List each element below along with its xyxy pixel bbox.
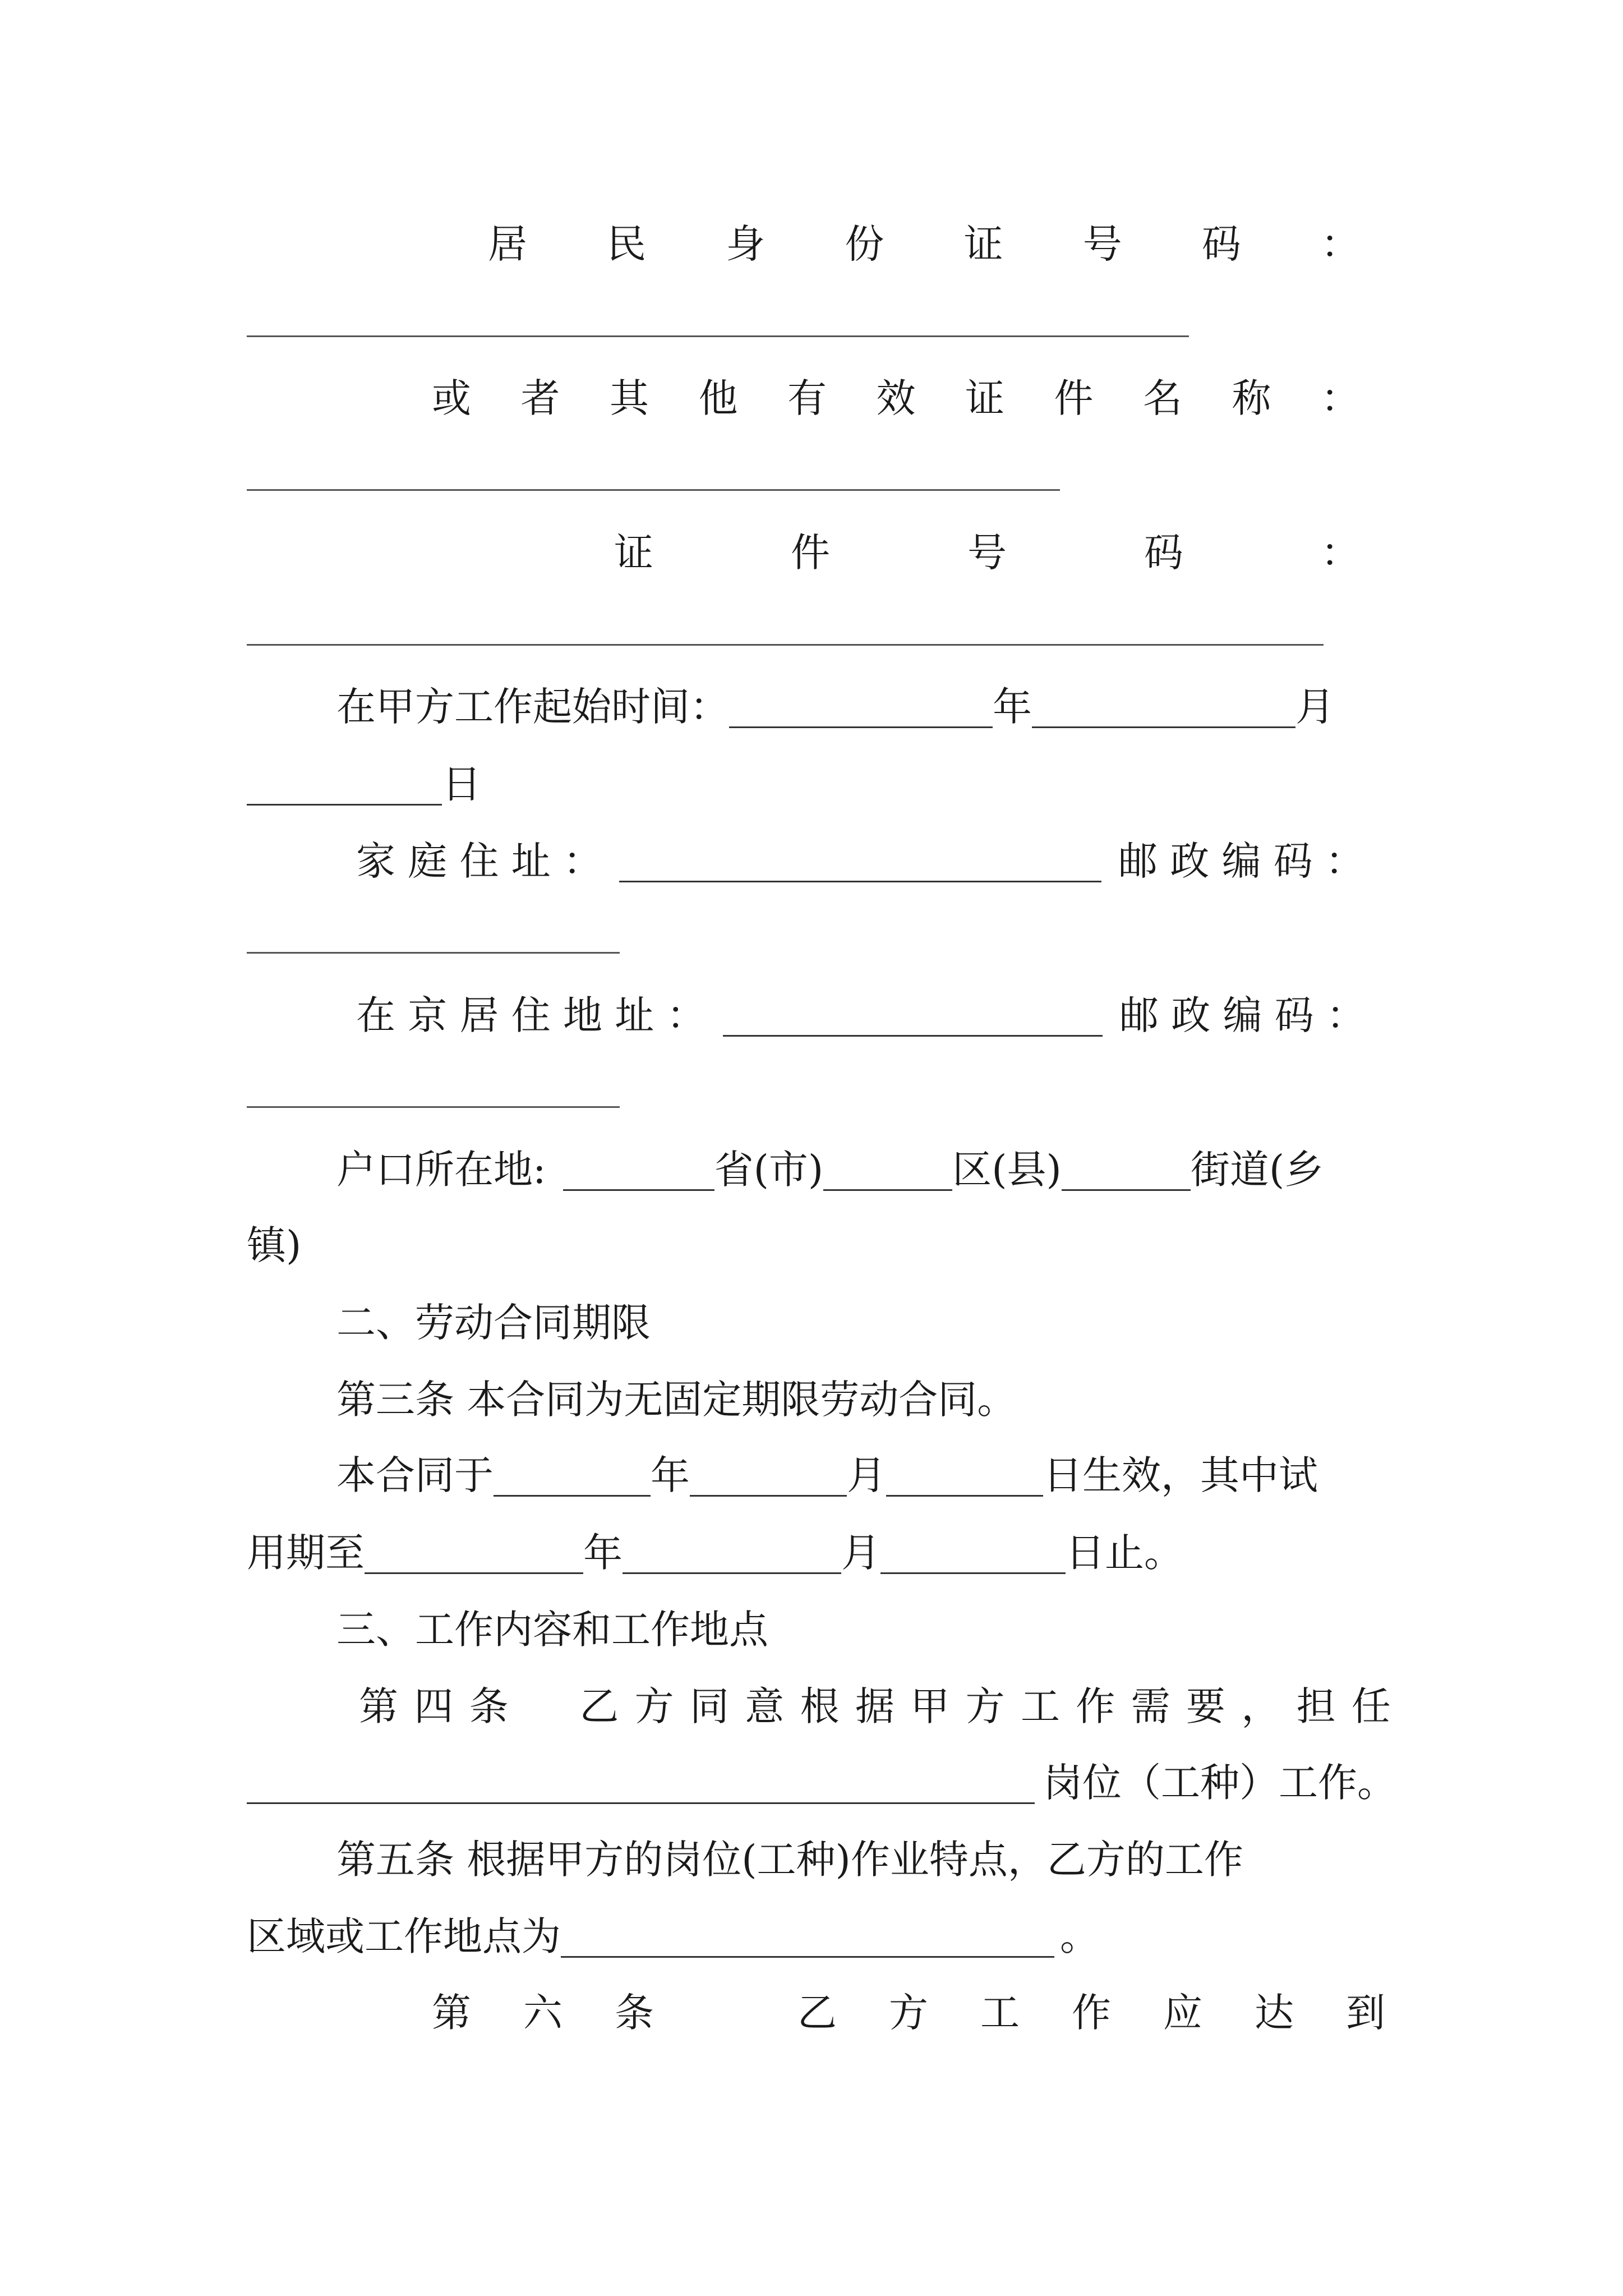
other-doc-label-chars-char: 件 (1054, 375, 1094, 421)
article6-chars-char: 应 (1163, 1990, 1202, 2036)
article-5-line-2 (247, 1908, 1385, 1964)
id-label-chars-char: 号 (1082, 221, 1122, 267)
other-doc-label-chars-char: 或 (432, 375, 471, 421)
document-number-label (614, 524, 1360, 581)
home-address-line (356, 833, 1366, 889)
effective-year-blank[interactable] (494, 1455, 651, 1497)
home-postcode-blank[interactable] (247, 952, 620, 954)
article6-chars-char: 作 (1072, 1990, 1111, 2036)
article4-chars-char: 方 (634, 1683, 674, 1729)
other-doc-label-chars-char: 他 (698, 375, 738, 421)
article4-chars-char: ， (1241, 1683, 1281, 1729)
other-doc-label-chars-char: 其 (610, 375, 649, 421)
article4-chars-char: 四 (414, 1683, 454, 1729)
article4-chars-char: 作 (1076, 1683, 1115, 1729)
doc-number-label-chars-char: 证 (614, 530, 653, 576)
other-doc-label-chars-char: 者 (520, 375, 560, 421)
probation-month-label: 月 (841, 1530, 880, 1576)
effective-date-line (336, 1447, 1391, 1503)
article6-chars-char: 方 (889, 1990, 928, 2036)
hukou-town-line: 镇) (247, 1222, 302, 1268)
street-blank[interactable] (1062, 1149, 1191, 1191)
article-6-line-1 (432, 1985, 1385, 2041)
start-day-line (247, 756, 1385, 812)
street-label: 街道(乡 (1190, 1147, 1324, 1193)
doc-number-label-chars-char: ： (1321, 530, 1360, 576)
id-label-chars-char: 份 (845, 221, 884, 267)
article6-chars-char: 到 (1346, 1990, 1385, 2036)
beijing-address-label: 在 京 居 住 地 址 ： (356, 992, 706, 1038)
article-5-line-1: 第五条 根据甲方的岗位(工种)作业特点，乙方的工作 (336, 1837, 1243, 1883)
article6-chars-char: 乙 (797, 1990, 837, 2036)
other-doc-label-chars-char: 有 (787, 375, 827, 421)
effective-day-blank[interactable] (886, 1455, 1043, 1497)
other-document-name-label (432, 370, 1360, 426)
effective-suffix: 日生效，其中试 (1043, 1452, 1318, 1498)
article4-chars-char: 要 (1186, 1683, 1225, 1729)
start-time-label: 在甲方工作起始时间： (336, 684, 729, 730)
article-3: 第三条 本合同为无固定期限劳动合同。 (336, 1377, 1017, 1423)
province-blank[interactable] (563, 1149, 714, 1191)
id-label-chars-char: 身 (726, 221, 766, 267)
probation-suffix: 日止。 (1066, 1530, 1183, 1576)
beijing-postcode-blank[interactable] (247, 1106, 620, 1108)
beijing-postcode-label: 邮 政 编 码 ： (1119, 992, 1366, 1038)
other-doc-label-chars-char: 效 (876, 375, 916, 421)
id-label-chars-char: 证 (963, 221, 1003, 267)
start-time-line (336, 679, 1391, 735)
id-label-chars-char: 居 (488, 221, 527, 267)
article4-chars-char: 第 (359, 1683, 398, 1729)
doc-number-label-chars-char: 件 (791, 530, 830, 576)
probation-year-label: 年 (583, 1530, 623, 1576)
work-location-blank[interactable] (561, 1916, 1054, 1958)
beijing-address-line (356, 987, 1366, 1043)
id-label-chars-char: 码 (1201, 221, 1241, 267)
district-blank[interactable] (823, 1149, 952, 1191)
effective-year-label: 年 (651, 1452, 690, 1498)
hukou-line (336, 1142, 1391, 1198)
effective-month-label: 月 (847, 1452, 886, 1498)
article4-chars-char: 根 (800, 1683, 840, 1729)
home-address-blank[interactable] (619, 840, 1101, 882)
article4-chars-char: 乙 (579, 1683, 619, 1729)
start-year-label: 年 (993, 684, 1032, 730)
article-4-tail: 岗位（工种）工作。 (1043, 1760, 1396, 1806)
article6-chars-char: 条 (615, 1990, 654, 2036)
article4-chars-char: 方 (965, 1683, 1005, 1729)
probation-month-blank[interactable] (623, 1532, 841, 1574)
other-document-name-blank[interactable] (247, 489, 1060, 491)
province-label: 省(市) (714, 1147, 824, 1193)
start-day-blank[interactable] (247, 763, 442, 806)
section-3-title: 三、工作内容和工作地点 (336, 1607, 768, 1653)
doc-number-label-chars-char: 号 (967, 530, 1007, 576)
article-5-period: 。 (1060, 1913, 1099, 1959)
article4-chars-char: 工 (1020, 1683, 1060, 1729)
article4-chars-char: 任 (1351, 1683, 1391, 1729)
start-day-label: 日 (442, 761, 481, 807)
id-label-chars-char: ： (1320, 221, 1360, 267)
id-number-label (488, 216, 1360, 272)
document-number-blank[interactable] (247, 644, 1324, 646)
probation-year-blank[interactable] (365, 1532, 583, 1574)
article4-chars-char: 条 (469, 1683, 509, 1729)
probation-day-blank[interactable] (880, 1532, 1066, 1574)
article-4-line-1 (359, 1678, 1391, 1734)
id-label-chars-char: 民 (607, 221, 647, 267)
article4-chars-char: 甲 (910, 1683, 950, 1729)
probation-line (247, 1525, 1385, 1581)
other-doc-label-chars-char: 证 (965, 375, 1004, 421)
home-address-label: 家 庭 住 址 ： (356, 838, 603, 884)
article-4-line-2 (247, 1755, 1419, 1811)
hukou-label: 户口所在地: (336, 1147, 546, 1193)
article4-chars-char: 需 (1131, 1683, 1170, 1729)
position-blank[interactable] (247, 1762, 1035, 1804)
article4-chars-char: 同 (689, 1683, 729, 1729)
article6-chars-char: 六 (523, 1990, 562, 2036)
article4-chars-char: 担 (1296, 1683, 1336, 1729)
doc-number-label-chars-char: 码 (1144, 530, 1183, 576)
article4-chars-char: 据 (855, 1683, 895, 1729)
article4-chars-char: 意 (745, 1683, 785, 1729)
other-doc-label-chars-char: 名 (1143, 375, 1182, 421)
beijing-address-blank[interactable] (723, 995, 1103, 1037)
start-month-label: 月 (1295, 684, 1335, 730)
article6-chars-char: 第 (432, 1990, 471, 2036)
work-location-label: 区域或工作地点为 (247, 1913, 561, 1959)
district-label: 区(县) (952, 1147, 1062, 1193)
other-doc-label-chars-char: 称 (1232, 375, 1271, 421)
start-month-blank[interactable] (1032, 686, 1295, 728)
effective-prefix: 本合同于 (336, 1452, 494, 1498)
start-year-blank[interactable] (729, 686, 993, 728)
section-2-title: 二、劳动合同期限 (336, 1300, 651, 1346)
probation-prefix: 用期至 (247, 1530, 365, 1576)
id-number-blank[interactable] (247, 335, 1189, 337)
article6-chars-char: 达 (1255, 1990, 1294, 2036)
home-postcode-label: 邮 政 编 码 ： (1118, 838, 1365, 884)
article6-chars-char: 工 (980, 1990, 1020, 2036)
other-doc-label-chars-char: ： (1321, 375, 1360, 421)
effective-month-blank[interactable] (690, 1455, 847, 1497)
